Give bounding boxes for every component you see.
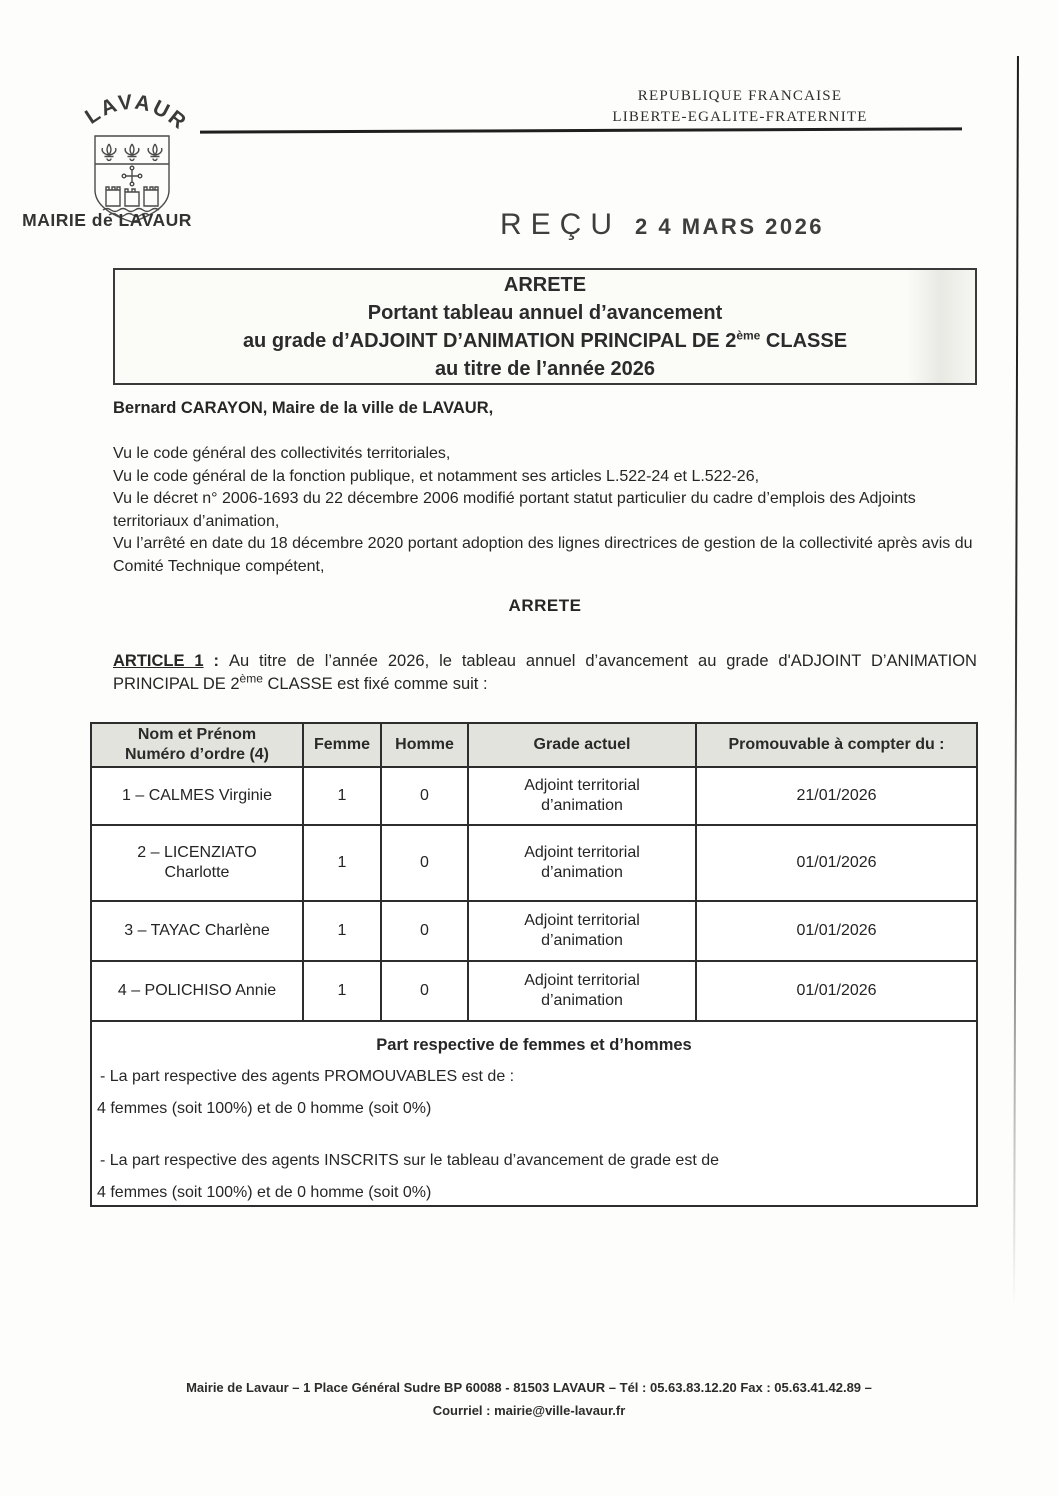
recital: Vu le code général des collectivités territoriales, (113, 445, 451, 462)
table-row-1-name: 1 – CALMES Virginie (92, 768, 304, 826)
table-row-2-femme: 1 (304, 826, 382, 902)
table-row-2-grade: Adjoint territorial d’animation (469, 826, 697, 902)
table-row-2-name: 2 – LICENZIATO Charlotte (92, 826, 304, 902)
table-row-4-date: 01/01/2026 (796, 982, 877, 999)
parts-line: 4 femmes (soit 100%) et de 0 homme (soit 0%) (97, 1100, 432, 1117)
table-row-1-grade: Adjoint territorial d’animation (469, 768, 697, 826)
footer-line2: Courriel : mairie@ville-lavaur.fr (432, 1403, 626, 1418)
logo-arc-text: LAVAUR (81, 90, 192, 136)
republic-header (575, 86, 905, 128)
recital: Vu le décret n° 2006-1693 du 22 décembre 2006 modifié portant statut particulier du cadre d’emplois des Adjoints territoriaux d’animation, (113, 490, 916, 530)
republic-line2: LIBERTE-EGALITE-FRATERNITE (612, 109, 868, 125)
article-1-label: ARTICLE 1 (113, 652, 204, 670)
table-row-3-date: 01/01/2026 (697, 902, 976, 962)
table-row-2-homme: 0 (382, 826, 469, 902)
table-row-3-homme: 0 (382, 902, 469, 962)
table-header-promouvable: Promouvable à compter du : (697, 724, 976, 768)
article-1: ARTICLE 1 : Au titre de l’année 2026, le tableau annuel d’avancement au grade d'ADJOINT D’ANIMATION PRINCIPAL DE 2ème CLASSE est fixé comme suit : (113, 652, 977, 693)
title-box (113, 268, 977, 385)
title-line1: ARRETE (503, 273, 587, 296)
page-footer (0, 1376, 1058, 1422)
recitals (113, 443, 975, 578)
castle-icon (106, 187, 158, 206)
footer-line1: Mairie de Lavaur – 1 Place Général Sudre BP 60088 - 81503 LAVAUR – Tél : 05.63.83.12.20 Fax : 05.63.41.42.89 – (186, 1380, 872, 1395)
occitan-cross-icon (122, 166, 142, 186)
parts-line: 4 femmes (soit 100%) et de 0 homme (soit 0%) (97, 1184, 432, 1201)
title-line3: au grade d’ADJOINT D’ANIMATION PRINCIPAL DE 2ème CLASSE (242, 327, 848, 352)
table-row-4-homme: 0 (382, 962, 469, 1020)
table-row-2-date: 01/01/2026 (697, 826, 976, 902)
scan-artifact-line (1013, 56, 1019, 1306)
salutation: Bernard CARAYON, Maire de la ville de LAVAUR, (113, 399, 494, 417)
arrete-heading: ARRETE (508, 596, 582, 615)
table-row-1-date: 21/01/2026 (697, 768, 976, 826)
parts-line: - La part respective des agents PROMOUVABLES est de : (100, 1068, 515, 1085)
parts-summary-box (90, 1022, 978, 1207)
stamp-date: 2 4 MARS 2026 (635, 214, 825, 239)
logo-caption: MAIRIE de LAVAUR (22, 210, 192, 230)
republic-line1: REPUBLIQUE FRANCAISE (637, 88, 843, 104)
parts-title: Part respective de femmes et d’hommes (376, 1036, 692, 1054)
table-row-4-name: 4 – POLICHISO Annie (92, 962, 304, 1020)
table-row-4-femme: 1 (304, 962, 382, 1020)
recital: Vu le code général de la fonction publique, et notamment ses articles L.522-24 et L.522-26, (113, 467, 760, 485)
table-header-femme: Femme (304, 724, 382, 768)
parts-line: - La part respective des agents INSCRITS sur le tableau d’avancement de grade est de (100, 1152, 720, 1169)
recital: Vu l’arrêté en date du 18 décembre 2020 portant adoption des lignes directrices de gestion de la collectivité après avis du Comité Technique compétent, (113, 535, 973, 575)
table-row-1-homme: 0 (382, 768, 469, 826)
table-header-grade: Grade actuel (469, 724, 697, 768)
table-row-3-name: 3 – TAYAC Charlène (92, 902, 304, 962)
header-rule (200, 127, 962, 133)
title-line4: au titre de l’année 2026 (434, 357, 656, 380)
table-row-4-grade: Adjoint territorial d’animation (469, 962, 697, 1020)
advancement-table (90, 722, 978, 1022)
table-header-homme: Homme (382, 724, 469, 768)
stamp-label: REÇU (500, 208, 622, 241)
table-row-1-femme: 1 (304, 768, 382, 826)
table-row-3-femme: 1 (304, 902, 382, 962)
received-stamp (500, 208, 824, 242)
table-header-name: Nom et Prénom Numéro d’ordre (4) (92, 724, 304, 768)
table-row-3-grade: Adjoint territorial d’animation (469, 902, 697, 962)
title-line2: Portant tableau annuel d’avancement (367, 301, 723, 324)
